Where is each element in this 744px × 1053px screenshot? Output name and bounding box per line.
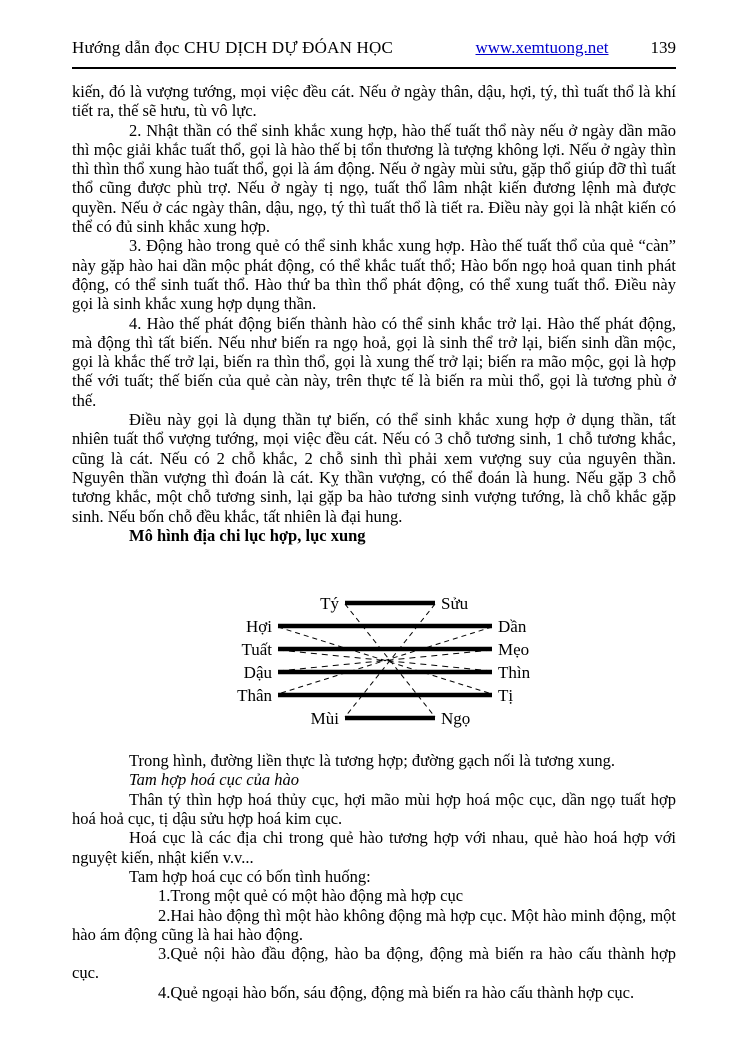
label-mui: Mùi: [310, 709, 339, 729]
label-hoi: Hợi: [246, 617, 272, 637]
list-item-text: Trong một quẻ có một hào động mà hợp cục: [170, 886, 464, 906]
list-item-text: Hai hào động thì một hào không động mà hợp cục. Một hào minh động, một hào ám động cũng là hai hào động.: [72, 905, 676, 944]
label-ngo: Ngọ: [441, 709, 471, 729]
list-item-1: [72, 886, 676, 905]
paragraph-3: 3. Động hào trong quẻ có thể sinh khắc xung hợp. Hào thế tuất thổ của quẻ “càn” này gặp hào hai dần mộc phát động, có thể khắc tuất thổ; Hào bốn ngọ hoả quan tinh phát động, có thể sinh tuất thổ. Hào thứ ba thìn thổ phát động, có thể xung tuất thổ. Điều này gọi là sinh khắc xung hợp dụng thần.: [72, 236, 676, 314]
section-heading: Mô hình địa chi lục hợp, lục xung: [129, 525, 366, 545]
list-item-number: 1.: [158, 886, 171, 906]
list-item-number: 3.: [158, 944, 171, 964]
label-thin: Thìn: [498, 663, 531, 683]
diagram-svg: [218, 589, 562, 731]
label-dan: Dần: [498, 617, 527, 637]
paragraph-5: Điều này gọi là dụng thần tự biến, có thể sinh khắc xung hợp ở dụng thần, tất nhiên tuất thổ vượng tướng, mọi việc đều cát. Nếu có 3 chỗ tương sinh, 1 chỗ tương khắc, cũng là cát. Nếu có 2 chỗ khắc, 2 chỗ sinh thì phải xem vượng suy của nguyên thần. Nguyên thần vượng thì đoán là cát. Kỵ thần vượng, có thể đoán là hung. Nếu gặp 3 chỗ tương khắc, một chỗ tương sinh, lại gặp ba hào tương sinh vượng tướng, là chỗ khắc gặp sinh. Nếu bốn chỗ đều khắc, tất nhiên là đại hung.: [72, 410, 676, 526]
label-dau: Dậu: [243, 663, 272, 683]
label-meo: Mẹo: [498, 640, 530, 660]
list-item-2: [72, 906, 676, 945]
label-ty: Tý: [320, 594, 339, 614]
paragraph-4: 4. Hào thế phát động biến thành hào có thể sinh khắc trở lại. Hào thế phát động, mà động thì tất biến. Nếu như biến ra ngọ hoả, gọi là sinh thể trở lại, biến sinh dần mộc, gọi là khắc thế trở lại, biến ra thìn thổ, gọi là xung thế trở lại; biến ra mão mộc, gọi là hợp thế với tuất; thế biến của quẻ càn này, trên thực tế là biến ra mùi thổ, gọi là tương phù ở thế.: [72, 313, 676, 410]
list-item-number: 4.: [158, 982, 171, 1002]
book-title: Hướng dẫn đọc CHU DỊCH DỰ ĐÓAN HỌC: [72, 38, 394, 57]
list-item-4: [72, 983, 676, 1002]
paragraph-continuation: kiến, đó là vượng tướng, mọi việc đều cát. Nếu ở ngày thân, dậu, hợi, tý, thì tuất thổ là khí tiết ra, thế sẽ hưu, tù vô lực.: [72, 82, 676, 121]
paragraph-2: 2. Nhật thần có thể sinh khắc xung hợp, hào thế tuất thổ này nếu ở ngày dần mão thì mộc giải khắc tuất thổ, gọi là hào thế bị tổn thương là tượng không lợi. Nếu ở ngày thìn thì thìn thổ xung hào tuất thổ, gọi là ám động. Nếu ở ngày mùi sửu, gặp thổ giúp đỡ thì tuất thổ cũng được phù trợ. Nếu ở ngày tị ngọ, tuất thổ lâm nhật kiến đương lệnh mà được quyền. Nếu ở các ngày thân, dậu, ngọ, tý thì tuất thổ là tiết ra. Điều này gọi là nhật kiến có thể có đủ sinh khắc xung hợp.: [72, 120, 676, 237]
list-item-number: 2.: [158, 905, 171, 925]
luc-hop-luc-xung-diagram: [218, 589, 562, 731]
page-header: [72, 38, 676, 58]
paragraph-tam-hop: Thân tý thìn hợp hoá thủy cục, hợi mão mùi hợp hoá mộc cục, dần ngọ tuất hợp hoá hoả cục, tị dậu sửu hợp hoá kim cục.: [72, 789, 676, 829]
website-link[interactable]: www.xemtuong.net: [475, 38, 609, 57]
paragraph-hoa-cuc: Hoá cục là các địa chi trong quẻ hào tương hợp với nhau, quẻ hào hoá hợp với nguyệt kiến, nhật kiến v.v...: [72, 828, 676, 867]
list-item-text: Quẻ ngoại hào bốn, sáu động, động mà biến ra hào cấu thành hợp cục.: [170, 982, 635, 1002]
list-intro: Tam hợp hoá cục có bốn tình huống:: [129, 866, 371, 886]
label-suu: Sửu: [441, 594, 469, 614]
label-tuat: Tuất: [241, 640, 272, 660]
page-number: 139: [650, 38, 676, 57]
list-item-text: Quẻ nội hào đầu động, hào ba động, động mà biến ra hào cấu thành hợp cục.: [72, 944, 676, 983]
diagram-caption: Trong hình, đường liền thực là tương hợp; đường gạch nối là tương xung.: [129, 751, 615, 771]
label-ti: Tị: [498, 686, 514, 706]
body-text: [72, 82, 676, 1002]
header-divider: [72, 67, 676, 69]
label-than: Thân: [237, 686, 272, 706]
list-item-3: [72, 944, 676, 983]
subheading-tam-hop: Tam hợp hoá cục của hào: [129, 770, 299, 790]
